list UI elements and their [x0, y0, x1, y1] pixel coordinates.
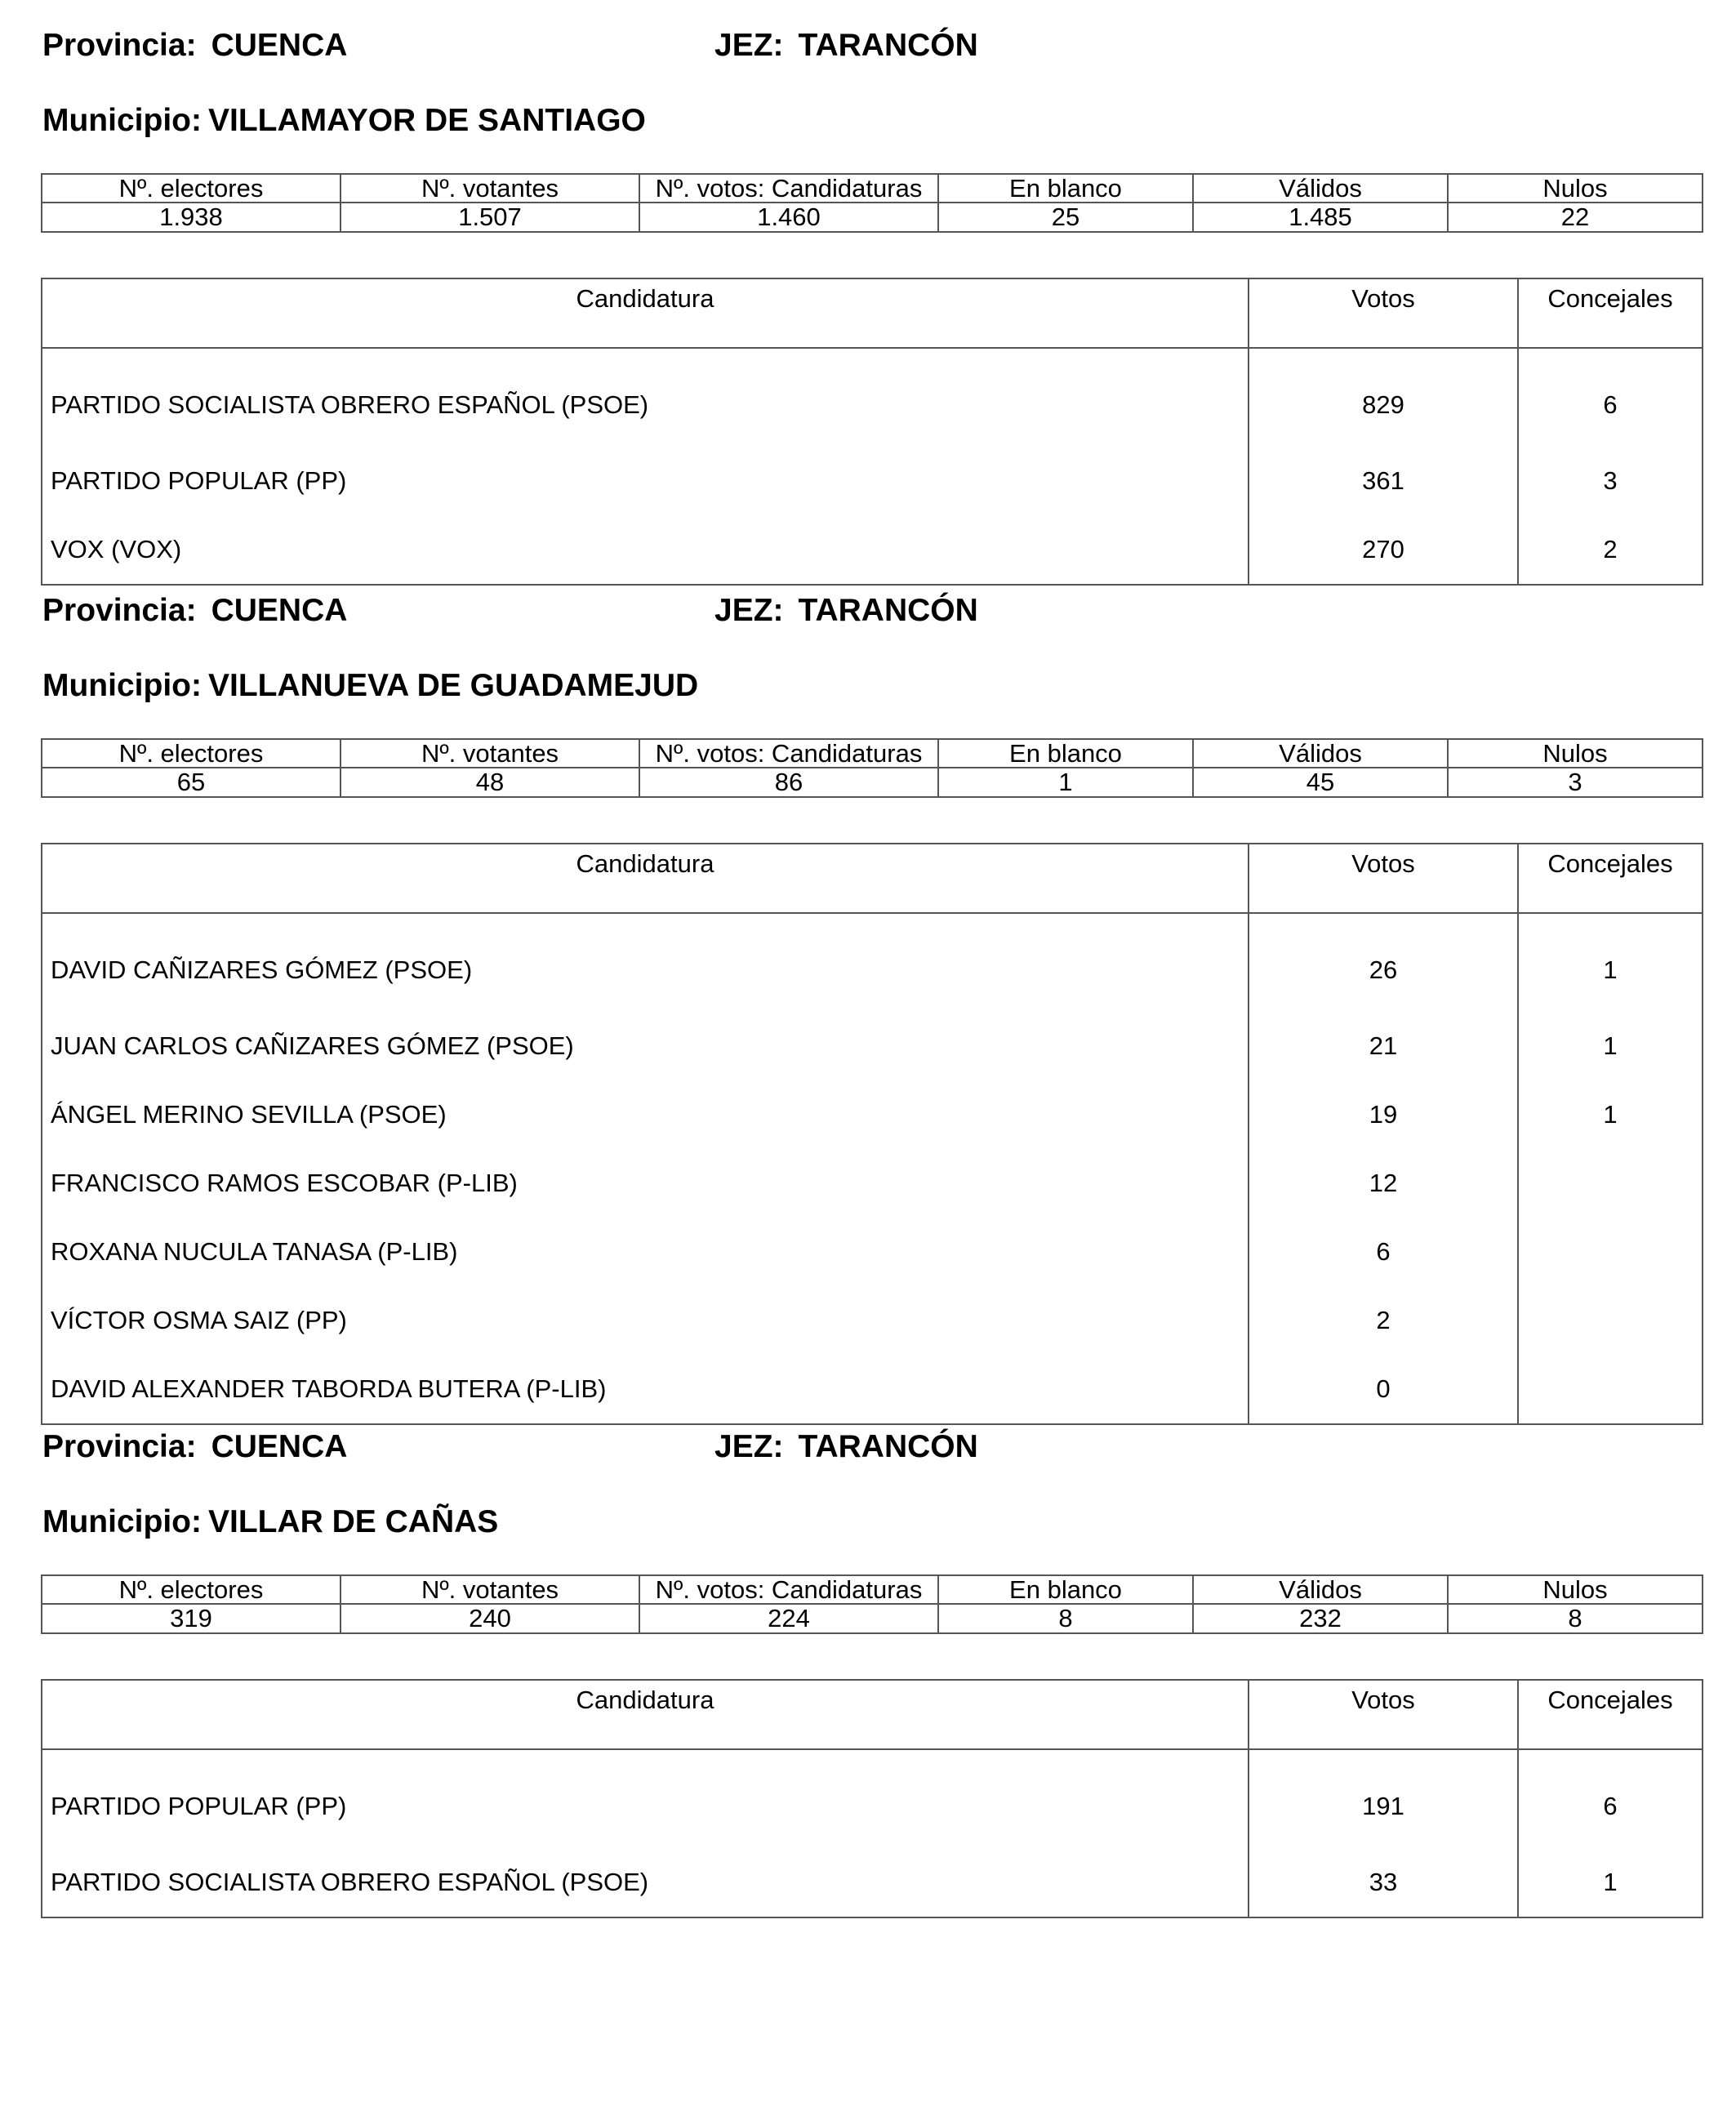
summary-header-cell: Nº. electores	[42, 739, 341, 768]
summary-header-cell: Nº. votos: Candidaturas	[639, 1575, 938, 1604]
summary-header-row	[42, 739, 1703, 768]
candidates-header-row	[42, 844, 1703, 913]
concejales-header: Concejales	[1518, 278, 1703, 348]
summary-header-cell: Nº. votos: Candidaturas	[639, 739, 938, 768]
municipio-heading	[42, 1504, 498, 1540]
candidate-concejales: 1	[1518, 1080, 1703, 1149]
candidate-votos: 191	[1249, 1749, 1518, 1848]
summary-header-cell: Nulos	[1448, 739, 1703, 768]
candidate-concejales: 3	[1518, 447, 1703, 515]
candidatura-header: Candidatura	[42, 844, 1249, 913]
municipio-value: VILLANUEVA DE GUADAMEJUD	[207, 668, 699, 703]
candidate-row	[42, 1749, 1703, 1848]
summary-value-row	[42, 1604, 1703, 1633]
provincia-heading	[42, 28, 347, 64]
candidate-votos: 361	[1249, 447, 1518, 515]
candidate-row	[42, 447, 1703, 515]
summary-value-cell: 25	[938, 203, 1193, 232]
candidate-concejales: 1	[1518, 1848, 1703, 1917]
candidate-votos: 21	[1249, 1012, 1518, 1080]
municipio-value: VILLAR DE CAÑAS	[207, 1504, 499, 1539]
summary-header-cell: Válidos	[1193, 1575, 1448, 1604]
summary-header-cell: En blanco	[938, 739, 1193, 768]
candidates-table	[41, 278, 1703, 586]
candidate-concejales	[1518, 1355, 1703, 1424]
candidates-header-row	[42, 278, 1703, 348]
summary-header-row	[42, 174, 1703, 203]
candidate-votos: 2	[1249, 1286, 1518, 1355]
candidate-concejales	[1518, 1149, 1703, 1218]
provincia-value: CUENCA	[211, 28, 348, 63]
candidates-header-row	[42, 1680, 1703, 1749]
jez-value: TARANCÓN	[798, 28, 978, 63]
candidate-name: PARTIDO POPULAR (PP)	[42, 447, 1249, 515]
candidates-table	[41, 1679, 1703, 1918]
jez-value: TARANCÓN	[798, 1429, 978, 1464]
summary-value-cell: 8	[1448, 1604, 1703, 1633]
candidate-votos: 6	[1249, 1218, 1518, 1286]
municipio-label: Municipio:	[42, 103, 202, 138]
summary-header-cell: Válidos	[1193, 174, 1448, 203]
summary-value-cell: 1.460	[639, 203, 938, 232]
summary-value-cell: 65	[42, 768, 341, 797]
jez-label: JEZ:	[714, 593, 784, 628]
summary-header-row	[42, 1575, 1703, 1604]
jez-label: JEZ:	[714, 28, 784, 63]
candidate-votos: 19	[1249, 1080, 1518, 1149]
summary-value-cell: 48	[341, 768, 639, 797]
votos-header: Votos	[1249, 1680, 1518, 1749]
summary-value-cell: 45	[1193, 768, 1448, 797]
jez-heading	[714, 593, 978, 629]
summary-header-cell: Nº. electores	[42, 174, 341, 203]
candidate-row	[42, 1355, 1703, 1424]
provincia-label: Provincia:	[42, 1429, 197, 1464]
summary-value-row	[42, 768, 1703, 797]
summary-header-cell: Nº. votantes	[341, 739, 639, 768]
candidate-votos: 12	[1249, 1149, 1518, 1218]
candidate-row	[42, 515, 1703, 585]
candidate-concejales: 2	[1518, 515, 1703, 585]
municipio-label: Municipio:	[42, 1504, 202, 1539]
summary-header-cell: En blanco	[938, 174, 1193, 203]
municipio-heading	[42, 103, 646, 139]
candidate-row	[42, 1149, 1703, 1218]
summary-value-cell: 1	[938, 768, 1193, 797]
summary-value-cell: 3	[1448, 768, 1703, 797]
provincia-label: Provincia:	[42, 593, 197, 628]
summary-header-cell: Nº. votos: Candidaturas	[639, 174, 938, 203]
candidate-concejales: 1	[1518, 913, 1703, 1012]
candidate-name: VÍCTOR OSMA SAIZ (PP)	[42, 1286, 1249, 1355]
summary-header-cell: Nº. votantes	[341, 174, 639, 203]
summary-value-cell: 22	[1448, 203, 1703, 232]
candidate-row	[42, 913, 1703, 1012]
summary-value-cell: 1.938	[42, 203, 341, 232]
candidate-row	[42, 348, 1703, 447]
summary-table	[41, 738, 1703, 798]
candidate-row	[42, 1848, 1703, 1917]
candidate-name: ROXANA NUCULA TANASA (P-LIB)	[42, 1218, 1249, 1286]
provincia-value: CUENCA	[211, 593, 348, 628]
municipio-heading	[42, 668, 698, 704]
jez-value: TARANCÓN	[798, 593, 978, 628]
summary-value-cell: 1.507	[341, 203, 639, 232]
candidate-row	[42, 1218, 1703, 1286]
candidate-votos: 0	[1249, 1355, 1518, 1424]
summary-header-cell: Válidos	[1193, 739, 1448, 768]
concejales-header: Concejales	[1518, 844, 1703, 913]
candidate-votos: 33	[1249, 1848, 1518, 1917]
votos-header: Votos	[1249, 844, 1518, 913]
summary-header-cell: Nulos	[1448, 1575, 1703, 1604]
candidate-concejales: 6	[1518, 1749, 1703, 1848]
candidate-name: PARTIDO POPULAR (PP)	[42, 1749, 1249, 1848]
summary-value-cell: 8	[938, 1604, 1193, 1633]
jez-label: JEZ:	[714, 1429, 784, 1464]
candidate-name: DAVID CAÑIZARES GÓMEZ (PSOE)	[42, 913, 1249, 1012]
provincia-heading	[42, 1429, 347, 1465]
provincia-value: CUENCA	[211, 1429, 348, 1464]
summary-value-cell: 86	[639, 768, 938, 797]
candidate-votos: 829	[1249, 348, 1518, 447]
candidate-name: PARTIDO SOCIALISTA OBRERO ESPAÑOL (PSOE)	[42, 1848, 1249, 1917]
candidate-name: JUAN CARLOS CAÑIZARES GÓMEZ (PSOE)	[42, 1012, 1249, 1080]
summary-value-cell: 224	[639, 1604, 938, 1633]
candidatura-header: Candidatura	[42, 1680, 1249, 1749]
candidate-row	[42, 1012, 1703, 1080]
summary-table	[41, 173, 1703, 233]
summary-value-cell: 319	[42, 1604, 341, 1633]
summary-header-cell: Nº. votantes	[341, 1575, 639, 1604]
candidate-row	[42, 1286, 1703, 1355]
summary-value-cell: 1.485	[1193, 203, 1448, 232]
summary-header-cell: Nº. electores	[42, 1575, 341, 1604]
summary-value-cell: 232	[1193, 1604, 1448, 1633]
summary-header-cell: Nulos	[1448, 174, 1703, 203]
candidate-concejales	[1518, 1218, 1703, 1286]
candidate-name: PARTIDO SOCIALISTA OBRERO ESPAÑOL (PSOE)	[42, 348, 1249, 447]
candidate-votos: 270	[1249, 515, 1518, 585]
jez-heading	[714, 1429, 978, 1465]
summary-header-cell: En blanco	[938, 1575, 1193, 1604]
votos-header: Votos	[1249, 278, 1518, 348]
candidates-table	[41, 843, 1703, 1425]
candidate-concejales	[1518, 1286, 1703, 1355]
candidate-name: ÁNGEL MERINO SEVILLA (PSOE)	[42, 1080, 1249, 1149]
provincia-label: Provincia:	[42, 28, 197, 63]
candidate-row	[42, 1080, 1703, 1149]
candidate-name: FRANCISCO RAMOS ESCOBAR (P-LIB)	[42, 1149, 1249, 1218]
jez-heading	[714, 28, 978, 64]
candidate-concejales: 1	[1518, 1012, 1703, 1080]
candidate-name: VOX (VOX)	[42, 515, 1249, 585]
municipio-value: VILLAMAYOR DE SANTIAGO	[207, 103, 646, 138]
concejales-header: Concejales	[1518, 1680, 1703, 1749]
summary-table	[41, 1574, 1703, 1634]
candidate-votos: 26	[1249, 913, 1518, 1012]
candidatura-header: Candidatura	[42, 278, 1249, 348]
summary-value-row	[42, 203, 1703, 232]
candidate-name: DAVID ALEXANDER TABORDA BUTERA (P-LIB)	[42, 1355, 1249, 1424]
municipio-label: Municipio:	[42, 668, 202, 703]
provincia-heading	[42, 593, 347, 629]
candidate-concejales: 6	[1518, 348, 1703, 447]
summary-value-cell: 240	[341, 1604, 639, 1633]
